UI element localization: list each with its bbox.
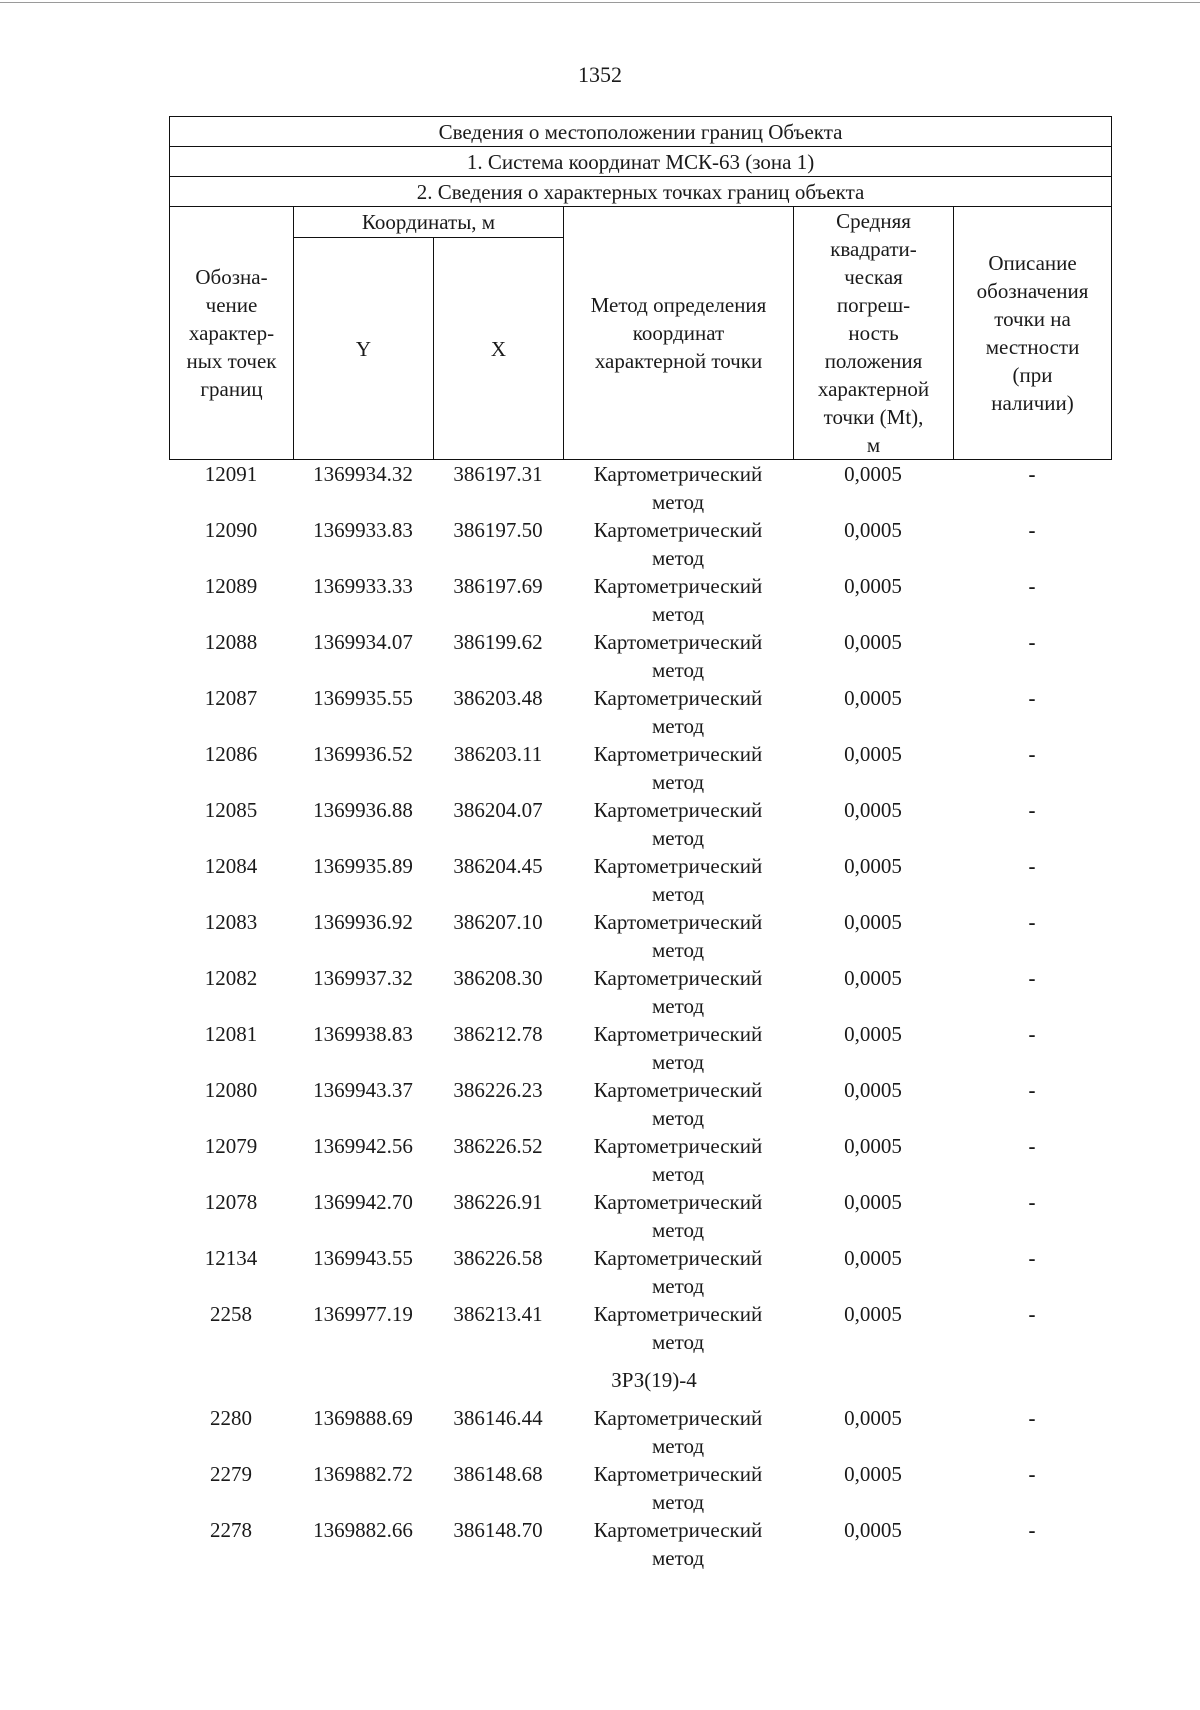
point-id-cell: 12078 (204, 1190, 258, 1214)
point-id-cell: 2280 (210, 1406, 252, 1430)
method-cell: Картометрический метод (593, 462, 763, 514)
coord-y-cell: 1369936.88 (313, 798, 413, 822)
coord-y-cell: 1369882.66 (313, 1518, 413, 1542)
error-mt-cell: 0,0005 (844, 1406, 902, 1430)
description-cell: - (1028, 1246, 1036, 1270)
rows-group-2 (169, 1404, 1111, 1572)
coord-x-cell: 386199.62 (453, 630, 543, 654)
error-mt-cell: 0,0005 (844, 518, 902, 542)
coord-x-cell: 386212.78 (453, 1022, 543, 1046)
error-mt-cell: 0,0005 (844, 798, 902, 822)
points-title: 2. Сведения о характерных точках границ объекта (170, 177, 1112, 207)
coord-y-cell: 1369933.83 (313, 518, 413, 542)
coordinate-system: 1. Система координат МСК-63 (зона 1) (170, 147, 1112, 177)
table-row (169, 1516, 1111, 1572)
point-id-cell: 12088 (204, 630, 258, 654)
method-cell: Картометрический метод (593, 742, 763, 794)
method-cell: Картометрический метод (593, 630, 763, 682)
section-label-text: ЗРЗ(19)-4 (611, 1368, 697, 1392)
method-cell: Картометрический метод (593, 1518, 763, 1570)
table-row (169, 1076, 1111, 1132)
error-mt-cell: 0,0005 (844, 1022, 902, 1046)
coord-x-cell: 386226.52 (453, 1134, 543, 1158)
description-cell: - (1028, 1302, 1036, 1326)
table-row (169, 1132, 1111, 1188)
description-cell: - (1028, 518, 1036, 542)
error-mt-cell: 0,0005 (844, 1134, 902, 1158)
table-row (169, 460, 1111, 516)
description-cell: - (1028, 1406, 1036, 1430)
error-mt-cell: 0,0005 (844, 910, 902, 934)
error-mt-cell: 0,0005 (844, 462, 902, 486)
point-id-cell: 12087 (204, 686, 258, 710)
point-id-cell: 12086 (204, 742, 258, 766)
col-header-id: Обозна- чение характер- ных точек границ (170, 207, 294, 460)
point-id-cell: 12085 (204, 798, 258, 822)
coord-x-cell: 386197.50 (453, 518, 543, 542)
point-id-cell: 12091 (204, 462, 258, 486)
method-cell: Картометрический метод (593, 518, 763, 570)
description-cell: - (1028, 1462, 1036, 1486)
table-row (169, 1188, 1111, 1244)
method-cell: Картометрический метод (593, 966, 763, 1018)
coord-x-cell: 386204.07 (453, 798, 543, 822)
boundary-points-table (169, 116, 1111, 1572)
description-cell: - (1028, 1078, 1036, 1102)
point-id-cell: 12083 (204, 910, 258, 934)
error-mt-cell: 0,0005 (844, 1518, 902, 1542)
point-id-cell: 2258 (210, 1302, 252, 1326)
coord-y-cell: 1369977.19 (313, 1302, 413, 1326)
section-label (169, 1356, 1111, 1404)
coord-x-cell: 386213.41 (453, 1302, 543, 1326)
point-id-cell: 12082 (204, 966, 258, 990)
table-row (169, 908, 1111, 964)
table-row (169, 852, 1111, 908)
method-cell: Картометрический метод (593, 1246, 763, 1298)
coord-x-cell: 386204.45 (453, 854, 543, 878)
point-id-cell: 12080 (204, 1078, 258, 1102)
error-mt-cell: 0,0005 (844, 1190, 902, 1214)
coord-y-cell: 1369936.52 (313, 742, 413, 766)
coord-y-cell: 1369935.89 (313, 854, 413, 878)
point-id-cell: 12134 (204, 1246, 258, 1270)
coord-y-cell: 1369934.32 (313, 462, 413, 486)
table-title: Сведения о местоположении границ Объекта (170, 117, 1112, 147)
description-cell: - (1028, 854, 1036, 878)
description-cell: - (1028, 966, 1036, 990)
table-row (169, 684, 1111, 740)
method-cell: Картометрический метод (593, 910, 763, 962)
error-mt-cell: 0,0005 (844, 966, 902, 990)
table-row (169, 964, 1111, 1020)
coord-y-cell: 1369882.72 (313, 1462, 413, 1486)
error-mt-cell: 0,0005 (844, 1246, 902, 1270)
coord-x-cell: 386226.23 (453, 1078, 543, 1102)
table-row (169, 1460, 1111, 1516)
table-row (169, 1020, 1111, 1076)
col-header-y: Y (294, 238, 434, 460)
description-cell: - (1028, 630, 1036, 654)
coord-x-cell: 386148.70 (453, 1518, 543, 1542)
col-header-coordinates: Координаты, м (294, 207, 564, 238)
coord-x-cell: 386226.91 (453, 1190, 543, 1214)
point-id-cell: 2278 (210, 1518, 252, 1542)
table-row (169, 1404, 1111, 1460)
coord-y-cell: 1369937.32 (313, 966, 413, 990)
error-mt-cell: 0,0005 (844, 574, 902, 598)
coord-y-cell: 1369943.37 (313, 1078, 413, 1102)
table-row (169, 516, 1111, 572)
description-cell: - (1028, 798, 1036, 822)
description-cell: - (1028, 574, 1036, 598)
coord-y-cell: 1369933.33 (313, 574, 413, 598)
coord-x-cell: 386146.44 (453, 1406, 543, 1430)
point-id-cell: 12090 (204, 518, 258, 542)
col-header-x: X (434, 238, 564, 460)
description-cell: - (1028, 462, 1036, 486)
coord-x-cell: 386148.68 (453, 1462, 543, 1486)
point-id-cell: 12081 (204, 1022, 258, 1046)
table-row (169, 796, 1111, 852)
method-cell: Картометрический метод (593, 574, 763, 626)
error-mt-cell: 0,0005 (844, 686, 902, 710)
table-row (169, 572, 1111, 628)
table-row (169, 740, 1111, 796)
coord-x-cell: 386203.48 (453, 686, 543, 710)
error-mt-cell: 0,0005 (844, 1302, 902, 1326)
method-cell: Картометрический метод (593, 1190, 763, 1242)
coord-x-cell: 386197.69 (453, 574, 543, 598)
error-mt-cell: 0,0005 (844, 742, 902, 766)
description-cell: - (1028, 1518, 1036, 1542)
coord-x-cell: 386197.31 (453, 462, 543, 486)
point-id-cell: 12089 (204, 574, 258, 598)
method-cell: Картометрический метод (593, 798, 763, 850)
method-cell: Картометрический метод (593, 1302, 763, 1354)
top-rule (0, 2, 1200, 3)
coord-y-cell: 1369942.70 (313, 1190, 413, 1214)
coord-y-cell: 1369888.69 (313, 1406, 413, 1430)
description-cell: - (1028, 1134, 1036, 1158)
coord-x-cell: 386203.11 (453, 742, 543, 766)
description-cell: - (1028, 686, 1036, 710)
col-header-description: Описание обозначения точки на местности (при наличии) (954, 207, 1112, 460)
description-cell: - (1028, 910, 1036, 934)
coord-y-cell: 1369943.55 (313, 1246, 413, 1270)
method-cell: Картометрический метод (593, 1022, 763, 1074)
error-mt-cell: 0,0005 (844, 1078, 902, 1102)
method-cell: Картометрический метод (593, 1134, 763, 1186)
table-row (169, 1244, 1111, 1300)
error-mt-cell: 0,0005 (844, 854, 902, 878)
page-number: 1352 (578, 62, 622, 87)
coord-x-cell: 386208.30 (453, 966, 543, 990)
coord-y-cell: 1369942.56 (313, 1134, 413, 1158)
table-header (169, 116, 1112, 460)
coord-y-cell: 1369935.55 (313, 686, 413, 710)
coord-y-cell: 1369938.83 (313, 1022, 413, 1046)
method-cell: Картометрический метод (593, 854, 763, 906)
coord-x-cell: 386226.58 (453, 1246, 543, 1270)
point-id-cell: 12084 (204, 854, 258, 878)
col-header-error: Средняя квадрати- ческая погреш- ность положения характерной точки (Mt), м (794, 207, 954, 460)
rows-group-1 (169, 460, 1111, 1356)
coord-y-cell: 1369934.07 (313, 630, 413, 654)
description-cell: - (1028, 1022, 1036, 1046)
error-mt-cell: 0,0005 (844, 630, 902, 654)
point-id-cell: 12079 (204, 1134, 258, 1158)
table-row (169, 1300, 1111, 1356)
coord-x-cell: 386207.10 (453, 910, 543, 934)
col-header-method: Метод определения координат характерной точки (564, 207, 794, 460)
method-cell: Картометрический метод (593, 1078, 763, 1130)
table-row (169, 628, 1111, 684)
method-cell: Картометрический метод (593, 1406, 763, 1458)
method-cell: Картометрический метод (593, 686, 763, 738)
description-cell: - (1028, 742, 1036, 766)
error-mt-cell: 0,0005 (844, 1462, 902, 1486)
method-cell: Картометрический метод (593, 1462, 763, 1514)
point-id-cell: 2279 (210, 1462, 252, 1486)
coord-y-cell: 1369936.92 (313, 910, 413, 934)
description-cell: - (1028, 1190, 1036, 1214)
